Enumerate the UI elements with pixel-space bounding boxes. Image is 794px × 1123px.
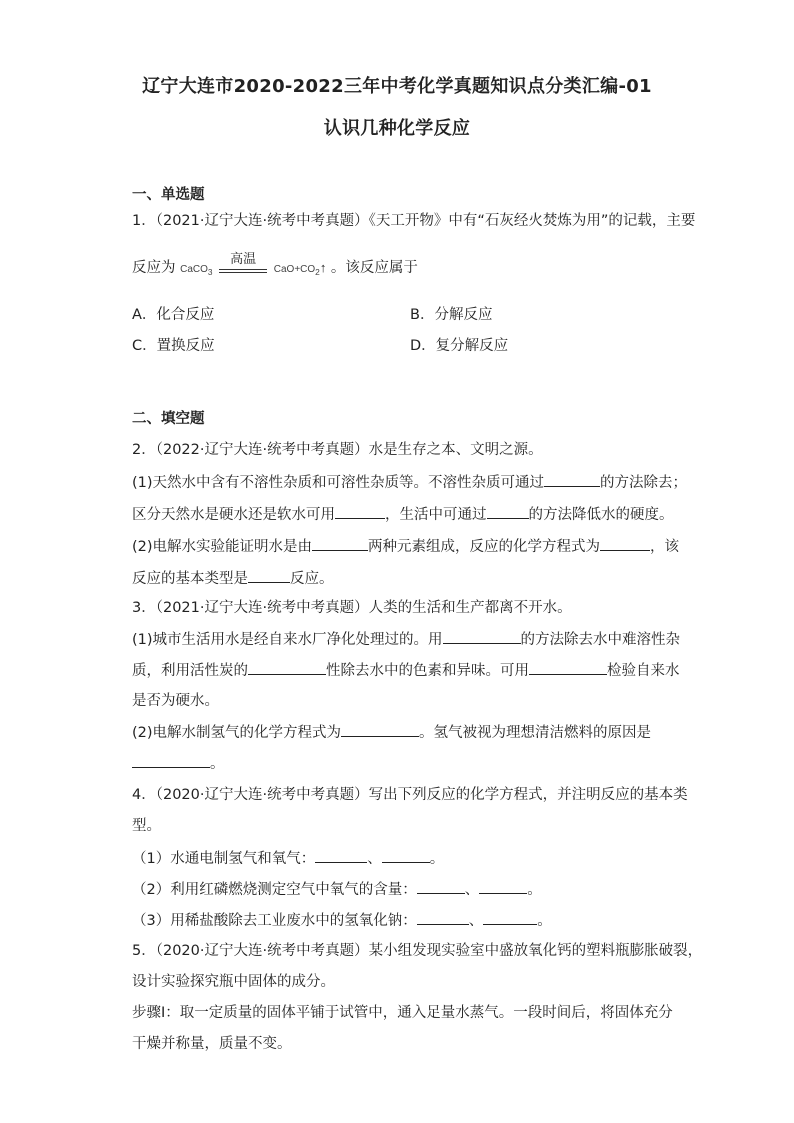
answer-blank[interactable] xyxy=(248,660,326,675)
q5-step1-line2: 干燥并称量，质量不变。 xyxy=(132,1036,292,1052)
q5-stem-line1: 5．（2020·辽宁大连·统考中考真题）某小组发现实验室中盛放氧化钙的塑料瓶膨胀破裂， xyxy=(132,943,703,959)
q2-line2: (1)天然水中含有不溶性杂质和可溶性杂质等。不溶性杂质可通过 的方法除去； xyxy=(132,472,687,493)
answer-blank[interactable] xyxy=(248,568,290,583)
q4-sub2: （2）利用红磷燃烧测定空气中氧气的含量： 、 。 xyxy=(132,879,542,900)
answer-blank[interactable] xyxy=(132,753,210,768)
q3-line3: 质，利用活性炭的 性除去水中的色素和异味。可用 检验自来水 xyxy=(132,660,680,681)
answer-blank[interactable] xyxy=(529,660,607,675)
q5-stem-line2: 设计实验探究瓶中固体的成分。 xyxy=(132,974,335,990)
q1-option-d[interactable]: D．复分解反应 xyxy=(410,338,509,354)
q2-line5: 反应的基本类型是 反应。 xyxy=(132,568,334,589)
q1-stem-line1: 1．（2021·辽宁大连·统考中考真题）《天工开物》中有“石灰经火焚炼为用”的记载，主要 xyxy=(132,213,696,229)
q1-prefix: 反应为 xyxy=(132,260,176,276)
section-heading-single-choice: 一、单选题 xyxy=(132,187,205,203)
q3-stem: 3．（2021·辽宁大连·统考中考真题）人类的生活和生产都离不开水。 xyxy=(132,600,572,616)
answer-blank[interactable] xyxy=(443,629,521,644)
answer-blank[interactable] xyxy=(341,722,419,737)
q3-line2: (1)城市生活用水是经自来水厂净化处理过的。用 的方法除去水中难溶性杂 xyxy=(132,629,680,650)
q5-step1-line1: 步骤Ⅰ：取一定质量的固体平铺于试管中，通入足量水蒸气。一段时间后，将固体充分 xyxy=(132,1005,673,1021)
q2-stem: 2．（2022·辽宁大连·统考中考真题）水是生存之本、文明之源。 xyxy=(132,442,543,458)
answer-blank[interactable] xyxy=(312,536,368,551)
q4-sub1: （1）水通电制氢气和氧气： 、 。 xyxy=(132,848,444,869)
answer-blank[interactable] xyxy=(417,910,469,925)
answer-blank[interactable] xyxy=(544,472,600,487)
reaction-condition xyxy=(219,252,267,278)
answer-blank[interactable] xyxy=(382,848,430,863)
q4-stem-line2: 型。 xyxy=(132,818,161,834)
q2-line3: 区分天然水是硬水还是软水可用 ，生活中可通过 的方法降低水的硬度。 xyxy=(132,504,674,525)
doc-title-line2: 认识几种化学反应 xyxy=(323,118,471,139)
condition-label: 高温 xyxy=(230,252,257,267)
q4-sub3: （3）用稀盐酸除去工业废水中的氢氧化钠： 、 。 xyxy=(132,910,552,931)
q2-line4: (2)电解水实验能证明水是由 两种元素组成，反应的化学方程式为 ，该 xyxy=(132,536,679,557)
q1-stem-line2 xyxy=(132,252,418,282)
q3-line6: 。 xyxy=(132,753,225,774)
answer-blank[interactable] xyxy=(483,910,537,925)
doc-title-line1: 辽宁大连市2020-2022三年中考化学真题知识点分类汇编-01 xyxy=(142,76,652,97)
section-heading-fill-blank: 二、填空题 xyxy=(132,411,205,427)
q1-product: $CaO+CO_2↑$ xyxy=(273,260,327,277)
q1-reactant: CaCO$_3$ xyxy=(180,264,213,277)
q1-option-a[interactable]: A．化合反应 xyxy=(132,307,215,323)
q3-line4: 是否为硬水。 xyxy=(132,693,219,709)
q1-suffix: 。该反应属于 xyxy=(330,260,418,276)
q1-option-b[interactable]: B．分解反应 xyxy=(410,307,493,323)
answer-blank[interactable] xyxy=(315,848,367,863)
answer-blank[interactable] xyxy=(479,879,527,894)
answer-blank[interactable] xyxy=(600,536,650,551)
q1-option-c[interactable]: C．置换反应 xyxy=(132,338,215,354)
answer-blank[interactable] xyxy=(335,504,385,519)
q3-line5: (2)电解水制氢气的化学方程式为 。氢气被视为理想清洁燃料的原因是 xyxy=(132,722,651,743)
q4-stem-line1: 4．（2020·辽宁大连·统考中考真题）写出下列反应的化学方程式，并注明反应的基本类 xyxy=(132,787,688,803)
answer-blank[interactable] xyxy=(487,504,529,519)
answer-blank[interactable] xyxy=(417,879,465,894)
